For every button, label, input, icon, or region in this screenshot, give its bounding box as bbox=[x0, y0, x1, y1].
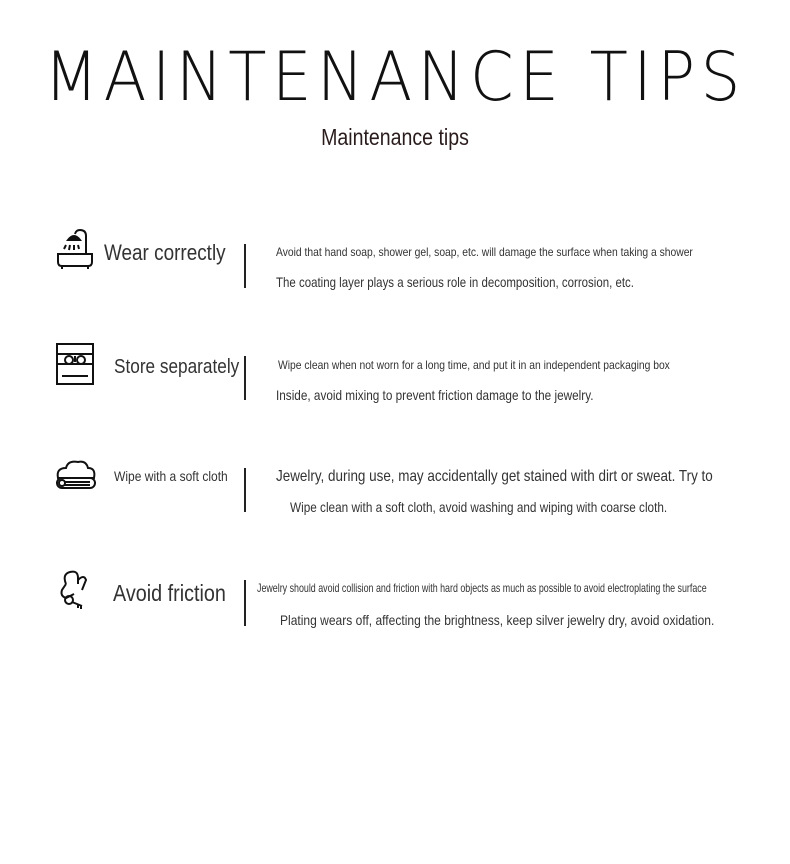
tip-divider bbox=[244, 356, 246, 400]
tip-label: Avoid friction bbox=[113, 580, 226, 606]
tip-line-2: The coating layer plays a serious role in decomposition, corrosion, etc. bbox=[276, 274, 634, 290]
tip-line-2: Plating wears off, affecting the brightness, keep silver jewelry dry, avoid oxidation. bbox=[280, 612, 715, 628]
tip-label: Wipe with a soft cloth bbox=[114, 468, 228, 484]
page-title: MAINTENANCE TIPS bbox=[44, 38, 746, 117]
tip-label: Wear correctly bbox=[104, 240, 226, 265]
tip-row-wear-correctly bbox=[0, 222, 790, 302]
tip-line-1: Jewelry should avoid collision and friction with hard objects as much as possible to avoid electroplating the surface bbox=[257, 581, 707, 595]
shower-bath-icon bbox=[52, 226, 98, 272]
tip-row-store-separately bbox=[0, 336, 790, 416]
tip-row-avoid-friction bbox=[0, 560, 790, 640]
tip-line-1: Wipe clean when not worn for a long time, and put it in an independent packaging box bbox=[278, 358, 670, 372]
tip-line-2: Wipe clean with a soft cloth, avoid washing and wiping with coarse cloth. bbox=[290, 499, 668, 515]
hand-key-icon bbox=[52, 566, 98, 612]
tip-line-2: Inside, avoid mixing to prevent friction damage to the jewelry. bbox=[276, 387, 594, 403]
tip-label: Store separately bbox=[114, 356, 240, 378]
jewelry-box-icon bbox=[52, 342, 98, 388]
soft-cloth-icon bbox=[52, 454, 98, 500]
tip-line-1: Avoid that hand soap, shower gel, soap, etc. will damage the surface when taking a shower bbox=[276, 245, 693, 259]
page-subtitle: Maintenance tips bbox=[321, 124, 469, 150]
tip-line-1: Jewelry, during use, may accidentally get stained with dirt or sweat. Try to bbox=[276, 468, 713, 485]
tip-divider bbox=[244, 580, 246, 626]
tip-divider bbox=[244, 468, 246, 512]
tip-divider bbox=[244, 244, 246, 288]
tip-row-wipe-soft-cloth bbox=[0, 448, 790, 528]
